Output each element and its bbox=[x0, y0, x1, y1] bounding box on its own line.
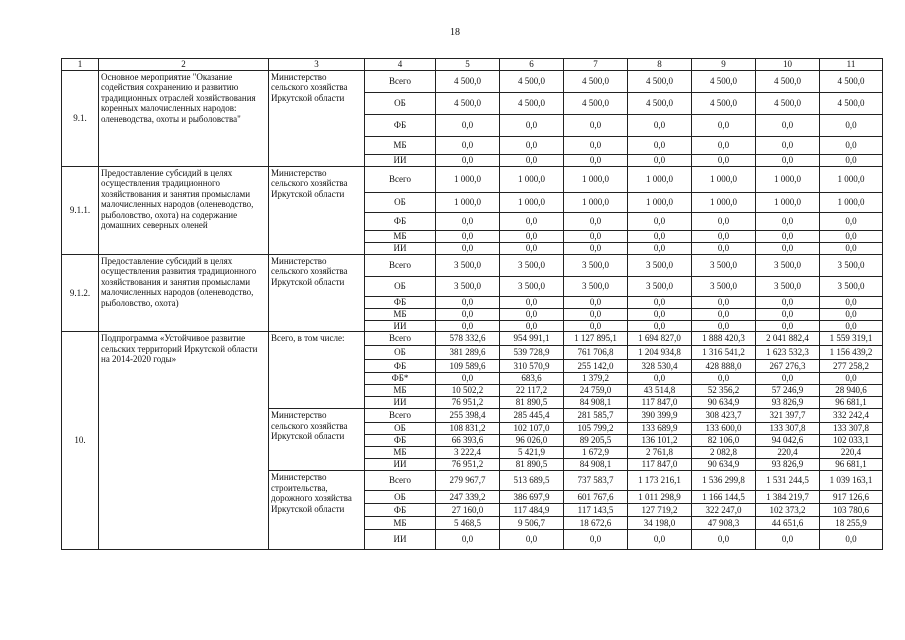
amount-cell: 127 719,2 bbox=[628, 504, 692, 517]
amount-cell: 117 143,5 bbox=[564, 504, 628, 517]
amount-cell: 96 681,1 bbox=[820, 459, 883, 471]
amount-cell: 102 033,1 bbox=[820, 435, 883, 447]
amount-cell: 0,0 bbox=[436, 373, 500, 385]
amount-cell: 0,0 bbox=[820, 136, 883, 154]
amount-cell: 4 500,0 bbox=[692, 70, 756, 92]
amount-cell: 0,0 bbox=[436, 212, 500, 230]
amount-cell: 0,0 bbox=[436, 230, 500, 242]
amount-cell: 513 689,5 bbox=[500, 471, 564, 491]
column-number-header: 8 bbox=[628, 59, 692, 71]
amount-cell: 4 500,0 bbox=[820, 70, 883, 92]
amount-cell: 0,0 bbox=[628, 373, 692, 385]
amount-cell: 0,0 bbox=[500, 230, 564, 242]
amount-cell: 105 799,2 bbox=[564, 423, 628, 435]
amount-cell: 1 000,0 bbox=[756, 192, 820, 212]
amount-cell: 0,0 bbox=[820, 296, 883, 308]
table-row bbox=[62, 70, 883, 92]
amount-cell: 0,0 bbox=[628, 114, 692, 136]
amount-cell: 2 082,8 bbox=[692, 447, 756, 459]
amount-cell: 27 160,0 bbox=[436, 504, 500, 517]
amount-cell: 84 908,1 bbox=[564, 459, 628, 471]
amount-cell: 322 247,0 bbox=[692, 504, 756, 517]
amount-cell: 0,0 bbox=[692, 242, 756, 254]
item-description: Подпрограмма «Устойчивое развитие сельских территорий Иркутской области на 2014-2020 годы» bbox=[99, 332, 269, 550]
funding-source: ФБ bbox=[365, 435, 436, 447]
amount-cell: 47 908,3 bbox=[692, 517, 756, 530]
amount-cell: 44 651,6 bbox=[756, 517, 820, 530]
funding-source: МБ bbox=[365, 308, 436, 320]
amount-cell: 267 276,3 bbox=[756, 360, 820, 373]
funding-source: ОБ bbox=[365, 192, 436, 212]
amount-cell: 96 681,1 bbox=[820, 397, 883, 409]
amount-cell: 108 831,2 bbox=[436, 423, 500, 435]
amount-cell: 917 126,6 bbox=[820, 491, 883, 504]
amount-cell: 3 500,0 bbox=[436, 254, 500, 276]
amount-cell: 386 697,9 bbox=[500, 491, 564, 504]
column-number-header: 3 bbox=[269, 59, 365, 71]
amount-cell: 1 011 298,9 bbox=[628, 491, 692, 504]
amount-cell: 0,0 bbox=[820, 530, 883, 550]
amount-cell: 18 672,6 bbox=[564, 517, 628, 530]
amount-cell: 133 307,8 bbox=[820, 423, 883, 435]
amount-cell: 0,0 bbox=[692, 154, 756, 166]
funding-source: МБ bbox=[365, 517, 436, 530]
amount-cell: 0,0 bbox=[756, 230, 820, 242]
funding-source: ИИ bbox=[365, 242, 436, 254]
amount-cell: 96 026,0 bbox=[500, 435, 564, 447]
funding-source: ИИ bbox=[365, 154, 436, 166]
amount-cell: 133 600,0 bbox=[692, 423, 756, 435]
amount-cell: 34 198,0 bbox=[628, 517, 692, 530]
amount-cell: 0,0 bbox=[820, 308, 883, 320]
amount-cell: 10 502,2 bbox=[436, 385, 500, 397]
executor-name: Министерство сельского хозяйства Иркутской области bbox=[269, 409, 365, 471]
amount-cell: 1 888 420,3 bbox=[692, 332, 756, 346]
funding-source: ОБ bbox=[365, 92, 436, 114]
amount-cell: 57 246,9 bbox=[756, 385, 820, 397]
amount-cell: 683,6 bbox=[500, 373, 564, 385]
amount-cell: 0,0 bbox=[500, 212, 564, 230]
item-code: 9.1.2. bbox=[62, 254, 99, 332]
column-number-header: 10 bbox=[756, 59, 820, 71]
amount-cell: 93 826,9 bbox=[756, 459, 820, 471]
amount-cell: 0,0 bbox=[820, 320, 883, 332]
funding-source: ОБ bbox=[365, 346, 436, 360]
amount-cell: 22 117,2 bbox=[500, 385, 564, 397]
table-row bbox=[62, 332, 883, 346]
column-number-header: 4 bbox=[365, 59, 436, 71]
amount-cell: 0,0 bbox=[500, 242, 564, 254]
executor-name: Всего, в том числе: bbox=[269, 332, 365, 409]
amount-cell: 3 500,0 bbox=[500, 254, 564, 276]
amount-cell: 3 500,0 bbox=[692, 276, 756, 296]
amount-cell: 601 767,6 bbox=[564, 491, 628, 504]
amount-cell: 0,0 bbox=[436, 296, 500, 308]
funding-source: ОБ bbox=[365, 276, 436, 296]
amount-cell: 0,0 bbox=[756, 154, 820, 166]
amount-cell: 136 101,2 bbox=[628, 435, 692, 447]
amount-cell: 81 890,5 bbox=[500, 397, 564, 409]
amount-cell: 279 967,7 bbox=[436, 471, 500, 491]
amount-cell: 0,0 bbox=[692, 230, 756, 242]
funding-source: Всего bbox=[365, 166, 436, 192]
amount-cell: 1 039 163,1 bbox=[820, 471, 883, 491]
column-number-header: 6 bbox=[500, 59, 564, 71]
amount-cell: 4 500,0 bbox=[500, 70, 564, 92]
amount-cell: 1 000,0 bbox=[628, 192, 692, 212]
amount-cell: 1 531 244,5 bbox=[756, 471, 820, 491]
amount-cell: 0,0 bbox=[628, 154, 692, 166]
column-number-header: 5 bbox=[436, 59, 500, 71]
amount-cell: 4 500,0 bbox=[500, 92, 564, 114]
funding-source: Всего bbox=[365, 409, 436, 423]
amount-cell: 84 908,1 bbox=[564, 397, 628, 409]
amount-cell: 4 500,0 bbox=[756, 70, 820, 92]
amount-cell: 3 500,0 bbox=[436, 276, 500, 296]
amount-cell: 0,0 bbox=[436, 242, 500, 254]
amount-cell: 103 780,6 bbox=[820, 504, 883, 517]
amount-cell: 0,0 bbox=[628, 320, 692, 332]
amount-cell: 76 951,2 bbox=[436, 397, 500, 409]
amount-cell: 94 042,6 bbox=[756, 435, 820, 447]
executor-name: Министерство сельского хозяйства Иркутской области bbox=[269, 254, 365, 332]
funding-source: ФБ* bbox=[365, 373, 436, 385]
amount-cell: 4 500,0 bbox=[756, 92, 820, 114]
amount-cell: 0,0 bbox=[500, 308, 564, 320]
amount-cell: 109 589,6 bbox=[436, 360, 500, 373]
amount-cell: 954 991,1 bbox=[500, 332, 564, 346]
amount-cell: 0,0 bbox=[500, 154, 564, 166]
amount-cell: 24 759,0 bbox=[564, 385, 628, 397]
amount-cell: 281 585,7 bbox=[564, 409, 628, 423]
amount-cell: 5 421,9 bbox=[500, 447, 564, 459]
amount-cell: 1 127 895,1 bbox=[564, 332, 628, 346]
amount-cell: 117 847,0 bbox=[628, 459, 692, 471]
item-description: Предоставление субсидий в целях осуществления традиционного хозяйствования и занятия промыслами малочисленных народов (оленеводство, рыболовство, охота) на содержание домашних северных оленей bbox=[99, 166, 269, 254]
amount-cell: 3 500,0 bbox=[756, 276, 820, 296]
amount-cell: 0,0 bbox=[500, 530, 564, 550]
amount-cell: 321 397,7 bbox=[756, 409, 820, 423]
amount-cell: 3 500,0 bbox=[820, 254, 883, 276]
amount-cell: 0,0 bbox=[820, 212, 883, 230]
amount-cell: 0,0 bbox=[628, 530, 692, 550]
amount-cell: 0,0 bbox=[628, 212, 692, 230]
amount-cell: 3 500,0 bbox=[756, 254, 820, 276]
amount-cell: 1 156 439,2 bbox=[820, 346, 883, 360]
amount-cell: 1 000,0 bbox=[500, 192, 564, 212]
amount-cell: 0,0 bbox=[564, 320, 628, 332]
funding-source: Всего bbox=[365, 254, 436, 276]
amount-cell: 1 316 541,2 bbox=[692, 346, 756, 360]
amount-cell: 737 583,7 bbox=[564, 471, 628, 491]
amount-cell: 93 826,9 bbox=[756, 397, 820, 409]
amount-cell: 390 399,9 bbox=[628, 409, 692, 423]
amount-cell: 1 000,0 bbox=[628, 166, 692, 192]
item-description: Основное мероприятие "Оказание содействия сохранению и развитию традиционных отраслей хозяйствования коренных малочисленных народов: оленеводства, охоты и рыболовства" bbox=[99, 70, 269, 166]
amount-cell: 0,0 bbox=[756, 212, 820, 230]
funding-source: ОБ bbox=[365, 491, 436, 504]
amount-cell: 1 173 216,1 bbox=[628, 471, 692, 491]
amount-cell: 3 500,0 bbox=[820, 276, 883, 296]
amount-cell: 0,0 bbox=[756, 308, 820, 320]
funding-source: ФБ bbox=[365, 296, 436, 308]
amount-cell: 285 445,4 bbox=[500, 409, 564, 423]
amount-cell: 0,0 bbox=[564, 230, 628, 242]
amount-cell: 277 258,2 bbox=[820, 360, 883, 373]
amount-cell: 1 379,2 bbox=[564, 373, 628, 385]
amount-cell: 90 634,9 bbox=[692, 459, 756, 471]
amount-cell: 1 384 219,7 bbox=[756, 491, 820, 504]
amount-cell: 0,0 bbox=[500, 136, 564, 154]
amount-cell: 52 356,2 bbox=[692, 385, 756, 397]
item-description: Предоставление субсидий в целях осуществления развития традиционного хозяйствования и занятия промыслами малочисленных народов (оленеводство, рыболовство, охота) bbox=[99, 254, 269, 332]
amount-cell: 381 289,6 bbox=[436, 346, 500, 360]
amount-cell: 0,0 bbox=[756, 136, 820, 154]
amount-cell: 0,0 bbox=[820, 373, 883, 385]
amount-cell: 4 500,0 bbox=[628, 70, 692, 92]
column-number-header: 7 bbox=[564, 59, 628, 71]
funding-source: ИИ bbox=[365, 530, 436, 550]
amount-cell: 3 500,0 bbox=[628, 276, 692, 296]
amount-cell: 3 500,0 bbox=[628, 254, 692, 276]
amount-cell: 308 423,7 bbox=[692, 409, 756, 423]
amount-cell: 117 484,9 bbox=[500, 504, 564, 517]
funding-source: МБ bbox=[365, 447, 436, 459]
amount-cell: 539 728,9 bbox=[500, 346, 564, 360]
amount-cell: 0,0 bbox=[500, 320, 564, 332]
funding-source: ИИ bbox=[365, 459, 436, 471]
amount-cell: 4 500,0 bbox=[692, 92, 756, 114]
amount-cell: 0,0 bbox=[756, 373, 820, 385]
amount-cell: 220,4 bbox=[756, 447, 820, 459]
funding-source: ФБ bbox=[365, 360, 436, 373]
amount-cell: 255 398,4 bbox=[436, 409, 500, 423]
item-code: 9.1. bbox=[62, 70, 99, 166]
amount-cell: 9 506,7 bbox=[500, 517, 564, 530]
column-number-header: 11 bbox=[820, 59, 883, 71]
amount-cell: 310 570,9 bbox=[500, 360, 564, 373]
amount-cell: 1 000,0 bbox=[564, 166, 628, 192]
amount-cell: 0,0 bbox=[692, 530, 756, 550]
funding-source: ОБ bbox=[365, 423, 436, 435]
amount-cell: 76 951,2 bbox=[436, 459, 500, 471]
amount-cell: 0,0 bbox=[500, 114, 564, 136]
amount-cell: 2 761,8 bbox=[628, 447, 692, 459]
amount-cell: 4 500,0 bbox=[436, 92, 500, 114]
table-row bbox=[62, 166, 883, 192]
amount-cell: 0,0 bbox=[564, 212, 628, 230]
amount-cell: 0,0 bbox=[628, 242, 692, 254]
amount-cell: 4 500,0 bbox=[628, 92, 692, 114]
amount-cell: 1 672,9 bbox=[564, 447, 628, 459]
amount-cell: 0,0 bbox=[756, 114, 820, 136]
amount-cell: 0,0 bbox=[436, 530, 500, 550]
amount-cell: 0,0 bbox=[692, 114, 756, 136]
amount-cell: 247 339,2 bbox=[436, 491, 500, 504]
amount-cell: 1 166 144,5 bbox=[692, 491, 756, 504]
amount-cell: 332 242,4 bbox=[820, 409, 883, 423]
amount-cell: 3 500,0 bbox=[500, 276, 564, 296]
amount-cell: 0,0 bbox=[436, 320, 500, 332]
amount-cell: 0,0 bbox=[500, 296, 564, 308]
amount-cell: 0,0 bbox=[564, 530, 628, 550]
amount-cell: 0,0 bbox=[820, 230, 883, 242]
amount-cell: 4 500,0 bbox=[820, 92, 883, 114]
funding-source: ФБ bbox=[365, 504, 436, 517]
amount-cell: 0,0 bbox=[692, 320, 756, 332]
item-code: 9.1.1. bbox=[62, 166, 99, 254]
amount-cell: 0,0 bbox=[564, 308, 628, 320]
amount-cell: 0,0 bbox=[628, 308, 692, 320]
funding-source: МБ bbox=[365, 136, 436, 154]
amount-cell: 1 000,0 bbox=[820, 192, 883, 212]
funding-source: Всего bbox=[365, 332, 436, 346]
budget-table-container bbox=[61, 58, 883, 550]
page-number: 18 bbox=[450, 27, 460, 38]
amount-cell: 4 500,0 bbox=[564, 92, 628, 114]
funding-source: ИИ bbox=[365, 397, 436, 409]
executor-name: Министерство строительства, дорожного хозяйства Иркутской области bbox=[269, 471, 365, 550]
amount-cell: 0,0 bbox=[436, 154, 500, 166]
amount-cell: 1 000,0 bbox=[500, 166, 564, 192]
amount-cell: 0,0 bbox=[564, 136, 628, 154]
amount-cell: 220,4 bbox=[820, 447, 883, 459]
amount-cell: 3 222,4 bbox=[436, 447, 500, 459]
amount-cell: 0,0 bbox=[436, 114, 500, 136]
amount-cell: 81 890,5 bbox=[500, 459, 564, 471]
table-row bbox=[62, 254, 883, 276]
amount-cell: 0,0 bbox=[756, 296, 820, 308]
funding-source: Всего bbox=[365, 70, 436, 92]
amount-cell: 0,0 bbox=[820, 114, 883, 136]
amount-cell: 102 373,2 bbox=[756, 504, 820, 517]
amount-cell: 761 706,8 bbox=[564, 346, 628, 360]
amount-cell: 43 514,8 bbox=[628, 385, 692, 397]
amount-cell: 0,0 bbox=[820, 242, 883, 254]
amount-cell: 2 041 882,4 bbox=[756, 332, 820, 346]
amount-cell: 102 107,0 bbox=[500, 423, 564, 435]
amount-cell: 328 530,4 bbox=[628, 360, 692, 373]
budget-table bbox=[61, 58, 883, 550]
amount-cell: 3 500,0 bbox=[692, 254, 756, 276]
amount-cell: 3 500,0 bbox=[564, 254, 628, 276]
amount-cell: 0,0 bbox=[564, 114, 628, 136]
amount-cell: 1 000,0 bbox=[820, 166, 883, 192]
amount-cell: 90 634,9 bbox=[692, 397, 756, 409]
amount-cell: 1 000,0 bbox=[436, 166, 500, 192]
amount-cell: 18 255,9 bbox=[820, 517, 883, 530]
amount-cell: 4 500,0 bbox=[564, 70, 628, 92]
executor-name: Министерство сельского хозяйства Иркутской области bbox=[269, 166, 365, 254]
amount-cell: 0,0 bbox=[756, 530, 820, 550]
amount-cell: 1 000,0 bbox=[692, 192, 756, 212]
amount-cell: 0,0 bbox=[692, 296, 756, 308]
amount-cell: 1 000,0 bbox=[436, 192, 500, 212]
item-code: 10. bbox=[62, 332, 99, 550]
amount-cell: 1 694 827,0 bbox=[628, 332, 692, 346]
amount-cell: 1 000,0 bbox=[564, 192, 628, 212]
amount-cell: 1 623 532,3 bbox=[756, 346, 820, 360]
amount-cell: 0,0 bbox=[436, 308, 500, 320]
amount-cell: 0,0 bbox=[692, 373, 756, 385]
column-number-header: 9 bbox=[692, 59, 756, 71]
funding-source: ИИ bbox=[365, 320, 436, 332]
amount-cell: 428 888,0 bbox=[692, 360, 756, 373]
amount-cell: 0,0 bbox=[692, 136, 756, 154]
amount-cell: 0,0 bbox=[756, 242, 820, 254]
amount-cell: 0,0 bbox=[692, 212, 756, 230]
executor-name: Министерство сельского хозяйства Иркутской области bbox=[269, 70, 365, 166]
funding-source: ФБ bbox=[365, 212, 436, 230]
amount-cell: 1 000,0 bbox=[692, 166, 756, 192]
amount-cell: 133 689,9 bbox=[628, 423, 692, 435]
amount-cell: 0,0 bbox=[628, 230, 692, 242]
amount-cell: 0,0 bbox=[564, 154, 628, 166]
amount-cell: 578 332,6 bbox=[436, 332, 500, 346]
amount-cell: 255 142,0 bbox=[564, 360, 628, 373]
amount-cell: 0,0 bbox=[692, 308, 756, 320]
funding-source: МБ bbox=[365, 230, 436, 242]
funding-source: Всего bbox=[365, 471, 436, 491]
amount-cell: 117 847,0 bbox=[628, 397, 692, 409]
amount-cell: 1 536 299,8 bbox=[692, 471, 756, 491]
amount-cell: 66 393,6 bbox=[436, 435, 500, 447]
amount-cell: 4 500,0 bbox=[436, 70, 500, 92]
amount-cell: 0,0 bbox=[628, 296, 692, 308]
amount-cell: 1 000,0 bbox=[756, 166, 820, 192]
amount-cell: 82 106,0 bbox=[692, 435, 756, 447]
amount-cell: 1 559 319,1 bbox=[820, 332, 883, 346]
column-number-header: 2 bbox=[99, 59, 269, 71]
column-number-row bbox=[62, 59, 883, 71]
column-number-header: 1 bbox=[62, 59, 99, 71]
amount-cell: 0,0 bbox=[564, 242, 628, 254]
funding-source: ФБ bbox=[365, 114, 436, 136]
amount-cell: 1 204 934,8 bbox=[628, 346, 692, 360]
amount-cell: 89 205,5 bbox=[564, 435, 628, 447]
amount-cell: 0,0 bbox=[564, 296, 628, 308]
amount-cell: 0,0 bbox=[436, 136, 500, 154]
amount-cell: 0,0 bbox=[756, 320, 820, 332]
amount-cell: 3 500,0 bbox=[564, 276, 628, 296]
amount-cell: 0,0 bbox=[628, 136, 692, 154]
amount-cell: 5 468,5 bbox=[436, 517, 500, 530]
amount-cell: 133 307,8 bbox=[756, 423, 820, 435]
funding-source: МБ bbox=[365, 385, 436, 397]
amount-cell: 0,0 bbox=[820, 154, 883, 166]
amount-cell: 28 940,6 bbox=[820, 385, 883, 397]
